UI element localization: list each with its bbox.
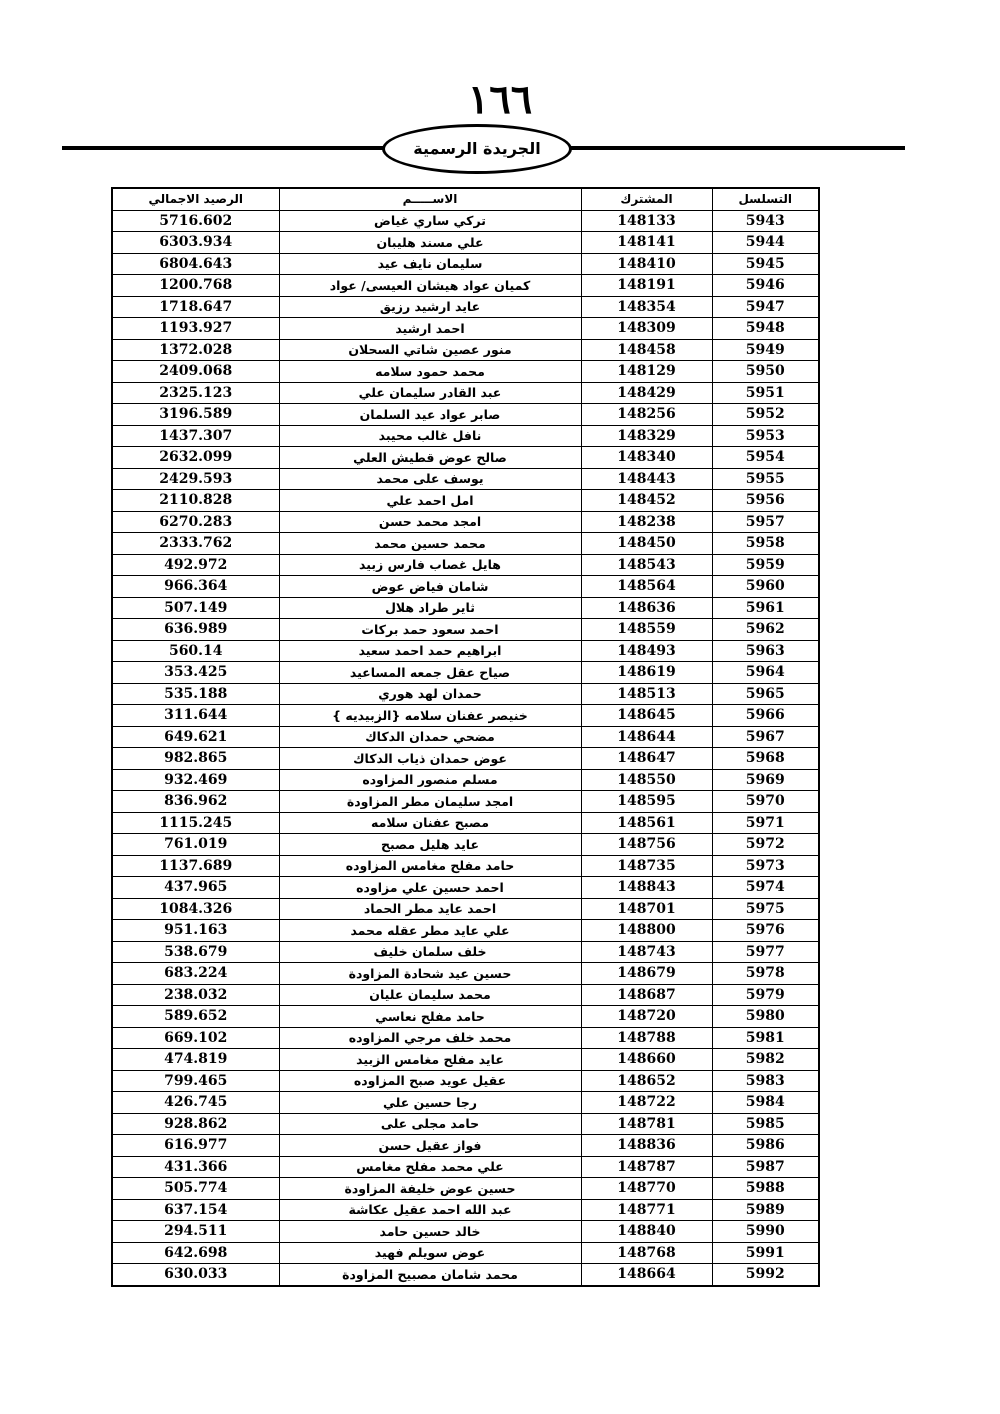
name-cell: حامد مفلح نعاسي — [279, 1006, 581, 1028]
table-row — [112, 1070, 819, 1092]
name-cell: عبد القادر سليمان علي — [279, 382, 581, 404]
serial-cell: 5978 — [712, 963, 819, 985]
name-cell: محمد شامان مصبيح المزاودة — [279, 1264, 581, 1286]
serial-cell: 5964 — [712, 662, 819, 684]
balance-cell: 1437.307 — [112, 425, 279, 447]
name-cell: مسلم منصور المزاوده — [279, 769, 581, 791]
serial-cell: 5945 — [712, 253, 819, 275]
balance-cell: 431.366 — [112, 1156, 279, 1178]
column-header-subscriber: المشترك — [581, 188, 712, 210]
balance-cell: 507.149 — [112, 597, 279, 619]
serial-cell: 5958 — [712, 533, 819, 555]
subscriber-cell: 148458 — [581, 339, 712, 361]
table-row — [112, 1199, 819, 1221]
table-row — [112, 662, 819, 684]
serial-cell: 5974 — [712, 877, 819, 899]
serial-cell: 5950 — [712, 361, 819, 383]
balance-cell: 649.621 — [112, 726, 279, 748]
subscriber-cell: 148652 — [581, 1070, 712, 1092]
name-cell: سليمان نايف عيد — [279, 253, 581, 275]
subscriber-cell: 148781 — [581, 1113, 712, 1135]
name-cell: امجد سليمان مطر المزاودة — [279, 791, 581, 813]
balance-cell: 538.679 — [112, 941, 279, 963]
subscriber-balance-table — [111, 187, 820, 1287]
subscriber-cell: 148133 — [581, 210, 712, 232]
serial-cell: 5976 — [712, 920, 819, 942]
subscriber-cell: 148843 — [581, 877, 712, 899]
subscriber-cell: 148410 — [581, 253, 712, 275]
serial-cell: 5944 — [712, 232, 819, 254]
balance-cell: 311.644 — [112, 705, 279, 727]
balance-cell: 474.819 — [112, 1049, 279, 1071]
table-row — [112, 296, 819, 318]
table-row — [112, 705, 819, 727]
serial-cell: 5983 — [712, 1070, 819, 1092]
table-row — [112, 490, 819, 512]
balance-cell: 3196.589 — [112, 404, 279, 426]
serial-cell: 5963 — [712, 640, 819, 662]
name-cell: فواز عقيل حسن — [279, 1135, 581, 1157]
balance-cell: 669.102 — [112, 1027, 279, 1049]
name-cell: خالد حسين حامد — [279, 1221, 581, 1243]
column-header-balance: الرصيد الاجمالي — [112, 188, 279, 210]
serial-cell: 5991 — [712, 1242, 819, 1264]
subscriber-cell: 148722 — [581, 1092, 712, 1114]
balance-cell: 5716.602 — [112, 210, 279, 232]
name-cell: منور عصين شاتي السحلان — [279, 339, 581, 361]
table-row — [112, 791, 819, 813]
balance-cell: 2429.593 — [112, 468, 279, 490]
name-cell: امجد محمد حسن — [279, 511, 581, 533]
name-cell: خلف سلمان خليف — [279, 941, 581, 963]
subscriber-cell: 148561 — [581, 812, 712, 834]
subscriber-cell: 148340 — [581, 447, 712, 469]
balance-cell: 966.364 — [112, 576, 279, 598]
name-cell: حمدان لهد هوري — [279, 683, 581, 705]
serial-cell: 5980 — [712, 1006, 819, 1028]
table-row — [112, 726, 819, 748]
table-row — [112, 619, 819, 641]
name-cell: حامد مفلح مغامس المزاوده — [279, 855, 581, 877]
serial-cell: 5952 — [712, 404, 819, 426]
table-header-row — [112, 188, 819, 210]
subscriber-cell: 148452 — [581, 490, 712, 512]
table-row — [112, 769, 819, 791]
name-cell: محمد حسين محمد — [279, 533, 581, 555]
table-row — [112, 576, 819, 598]
serial-cell: 5972 — [712, 834, 819, 856]
balance-cell: 6804.643 — [112, 253, 279, 275]
serial-cell: 5959 — [712, 554, 819, 576]
name-cell: خنيصر عفنان سلامه {الزبيديه } — [279, 705, 581, 727]
serial-cell: 5965 — [712, 683, 819, 705]
subscriber-cell: 148800 — [581, 920, 712, 942]
serial-cell: 5975 — [712, 898, 819, 920]
subscriber-cell: 148647 — [581, 748, 712, 770]
balance-cell: 616.977 — [112, 1135, 279, 1157]
table-row — [112, 1178, 819, 1200]
balance-cell: 6270.283 — [112, 511, 279, 533]
table-row — [112, 210, 819, 232]
name-cell: محمد حمود سلامه — [279, 361, 581, 383]
name-cell: عبد الله احمد عقيل عكاشة — [279, 1199, 581, 1221]
balance-cell: 636.989 — [112, 619, 279, 641]
subscriber-cell: 148559 — [581, 619, 712, 641]
balance-cell: 799.465 — [112, 1070, 279, 1092]
subscriber-cell: 148636 — [581, 597, 712, 619]
table-row — [112, 1027, 819, 1049]
name-cell: حسين عوض خليفة المزاودة — [279, 1178, 581, 1200]
table-body — [112, 210, 819, 1286]
balance-cell: 1372.028 — [112, 339, 279, 361]
serial-cell: 5943 — [712, 210, 819, 232]
table-row — [112, 963, 819, 985]
table-row — [112, 855, 819, 877]
balance-cell: 1137.689 — [112, 855, 279, 877]
table-row — [112, 597, 819, 619]
balance-cell: 683.224 — [112, 963, 279, 985]
serial-cell: 5986 — [712, 1135, 819, 1157]
balance-cell: 1115.245 — [112, 812, 279, 834]
balance-cell: 2409.068 — [112, 361, 279, 383]
table-row — [112, 1242, 819, 1264]
table-row — [112, 404, 819, 426]
balance-cell: 761.019 — [112, 834, 279, 856]
name-cell: محمد سليمان عليان — [279, 984, 581, 1006]
serial-cell: 5990 — [712, 1221, 819, 1243]
name-cell: عوض سويلم فهيد — [279, 1242, 581, 1264]
serial-cell: 5985 — [712, 1113, 819, 1135]
subscriber-cell: 148787 — [581, 1156, 712, 1178]
table-row — [112, 1006, 819, 1028]
serial-cell: 5970 — [712, 791, 819, 813]
subscriber-cell: 148513 — [581, 683, 712, 705]
subscriber-cell: 148644 — [581, 726, 712, 748]
serial-cell: 5961 — [712, 597, 819, 619]
table-row — [112, 533, 819, 555]
balance-cell: 1084.326 — [112, 898, 279, 920]
table-row — [112, 748, 819, 770]
table-row — [112, 1049, 819, 1071]
table-row — [112, 1135, 819, 1157]
table-row — [112, 984, 819, 1006]
subscriber-cell: 148450 — [581, 533, 712, 555]
page-number: ١٦٦ — [467, 76, 533, 123]
name-cell: يوسف على محمد — [279, 468, 581, 490]
serial-cell: 5948 — [712, 318, 819, 340]
table-row — [112, 361, 819, 383]
name-cell: مصبح عفنان سلامه — [279, 812, 581, 834]
balance-cell: 982.865 — [112, 748, 279, 770]
name-cell: احمد سعود حمد بركات — [279, 619, 581, 641]
serial-cell: 5984 — [712, 1092, 819, 1114]
balance-cell: 426.745 — [112, 1092, 279, 1114]
subscriber-cell: 148354 — [581, 296, 712, 318]
subscriber-cell: 148141 — [581, 232, 712, 254]
balance-cell: 353.425 — [112, 662, 279, 684]
subscriber-cell: 148309 — [581, 318, 712, 340]
subscriber-cell: 148836 — [581, 1135, 712, 1157]
table-row — [112, 941, 819, 963]
balance-cell: 589.652 — [112, 1006, 279, 1028]
name-cell: حسين عيد شحادة المزاودة — [279, 963, 581, 985]
name-cell: شامان فياض عوض — [279, 576, 581, 598]
name-cell: عايد هليل مصبح — [279, 834, 581, 856]
table-row — [112, 447, 819, 469]
publication-title-oval — [382, 124, 572, 174]
subscriber-cell: 148664 — [581, 1264, 712, 1286]
serial-cell: 5977 — [712, 941, 819, 963]
subscriber-cell: 148238 — [581, 511, 712, 533]
subscriber-cell: 148595 — [581, 791, 712, 813]
name-cell: صياح عقل جمعه المساعيد — [279, 662, 581, 684]
balance-cell: 932.469 — [112, 769, 279, 791]
subscriber-cell: 148543 — [581, 554, 712, 576]
serial-cell: 5969 — [712, 769, 819, 791]
subscriber-cell: 148645 — [581, 705, 712, 727]
balance-cell: 294.511 — [112, 1221, 279, 1243]
subscriber-cell: 148687 — [581, 984, 712, 1006]
subscriber-cell: 148256 — [581, 404, 712, 426]
subscriber-cell: 148564 — [581, 576, 712, 598]
balance-cell: 836.962 — [112, 791, 279, 813]
subscriber-cell: 148619 — [581, 662, 712, 684]
balance-cell: 637.154 — [112, 1199, 279, 1221]
name-cell: عقيل عويد صبح المزاوده — [279, 1070, 581, 1092]
balance-cell: 437.965 — [112, 877, 279, 899]
serial-cell: 5947 — [712, 296, 819, 318]
subscriber-cell: 148679 — [581, 963, 712, 985]
table-row — [112, 640, 819, 662]
serial-cell: 5962 — [712, 619, 819, 641]
name-cell: نافل غالب محيبد — [279, 425, 581, 447]
name-cell: صالح عوض قطيش العلي — [279, 447, 581, 469]
table-row — [112, 232, 819, 254]
serial-cell: 5949 — [712, 339, 819, 361]
serial-cell: 5954 — [712, 447, 819, 469]
subscriber-cell: 148191 — [581, 275, 712, 297]
name-cell: تركي ساري غياض — [279, 210, 581, 232]
subscriber-cell: 148660 — [581, 1049, 712, 1071]
serial-cell: 5946 — [712, 275, 819, 297]
table-row — [112, 1221, 819, 1243]
serial-cell: 5988 — [712, 1178, 819, 1200]
name-cell: علي عايد مطر عقله محمد — [279, 920, 581, 942]
name-cell: ابراهيم حمد احمد سعيد — [279, 640, 581, 662]
serial-cell: 5953 — [712, 425, 819, 447]
name-cell: محمد خلف مرجي المزاوده — [279, 1027, 581, 1049]
balance-cell: 2333.762 — [112, 533, 279, 555]
subscriber-cell: 148550 — [581, 769, 712, 791]
serial-cell: 5955 — [712, 468, 819, 490]
balance-cell: 630.033 — [112, 1264, 279, 1286]
serial-cell: 5966 — [712, 705, 819, 727]
subscriber-cell: 148771 — [581, 1199, 712, 1221]
column-header-name: الاســـــم — [279, 188, 581, 210]
balance-cell: 6303.934 — [112, 232, 279, 254]
table-row — [112, 812, 819, 834]
subscriber-cell: 148735 — [581, 855, 712, 877]
table-row — [112, 1264, 819, 1286]
table-row — [112, 1092, 819, 1114]
name-cell: كميان عواد هيشان العيسى/ عواد — [279, 275, 581, 297]
table-row — [112, 834, 819, 856]
table-row — [112, 554, 819, 576]
balance-cell: 642.698 — [112, 1242, 279, 1264]
balance-cell: 505.774 — [112, 1178, 279, 1200]
name-cell: هايل غصاب فارس زبيد — [279, 554, 581, 576]
name-cell: عايد مفلح مغامس الزبيد — [279, 1049, 581, 1071]
subscriber-cell: 148129 — [581, 361, 712, 383]
balance-cell: 492.972 — [112, 554, 279, 576]
serial-cell: 5956 — [712, 490, 819, 512]
subscriber-cell: 148756 — [581, 834, 712, 856]
table-row — [112, 1113, 819, 1135]
balance-cell: 2325.123 — [112, 382, 279, 404]
serial-cell: 5960 — [712, 576, 819, 598]
serial-cell: 5987 — [712, 1156, 819, 1178]
table-row — [112, 920, 819, 942]
serial-cell: 5951 — [712, 382, 819, 404]
serial-cell: 5967 — [712, 726, 819, 748]
table-row — [112, 382, 819, 404]
name-cell: علي مسند هليبان — [279, 232, 581, 254]
name-cell: حامد مجلى على — [279, 1113, 581, 1135]
subscriber-cell: 148770 — [581, 1178, 712, 1200]
serial-cell: 5989 — [712, 1199, 819, 1221]
serial-cell: 5981 — [712, 1027, 819, 1049]
table-row — [112, 275, 819, 297]
table-row — [112, 468, 819, 490]
serial-cell: 5982 — [712, 1049, 819, 1071]
subscriber-cell: 148743 — [581, 941, 712, 963]
subscriber-cell: 148493 — [581, 640, 712, 662]
serial-cell: 5957 — [712, 511, 819, 533]
table-row — [112, 683, 819, 705]
name-cell: مضحي حمدان الدكاك — [279, 726, 581, 748]
name-cell: عوض حمدان ذياب الدكاك — [279, 748, 581, 770]
serial-cell: 5973 — [712, 855, 819, 877]
table-row — [112, 898, 819, 920]
serial-cell: 5968 — [712, 748, 819, 770]
subscriber-cell: 148429 — [581, 382, 712, 404]
subscriber-cell: 148701 — [581, 898, 712, 920]
table-row — [112, 511, 819, 533]
subscriber-cell: 148720 — [581, 1006, 712, 1028]
balance-cell: 535.188 — [112, 683, 279, 705]
name-cell: علي محمد مفلح مغامس — [279, 1156, 581, 1178]
table-row — [112, 877, 819, 899]
publication-title: الجريدة الرسمية — [413, 139, 541, 158]
balance-cell: 951.163 — [112, 920, 279, 942]
balance-cell: 2632.099 — [112, 447, 279, 469]
table-row — [112, 1156, 819, 1178]
name-cell: صابر عواد عيد السلمان — [279, 404, 581, 426]
balance-cell: 1200.768 — [112, 275, 279, 297]
table-row — [112, 318, 819, 340]
subscriber-cell: 148329 — [581, 425, 712, 447]
serial-cell: 5979 — [712, 984, 819, 1006]
name-cell: رجا حسين علي — [279, 1092, 581, 1114]
balance-cell: 1718.647 — [112, 296, 279, 318]
column-header-serial: التسلسل — [712, 188, 819, 210]
subscriber-cell: 148788 — [581, 1027, 712, 1049]
name-cell: احمد عايد مطر الحماد — [279, 898, 581, 920]
table-row — [112, 425, 819, 447]
balance-cell: 928.862 — [112, 1113, 279, 1135]
balance-cell: 560.14 — [112, 640, 279, 662]
balance-cell: 238.032 — [112, 984, 279, 1006]
name-cell: احمد ارشيد — [279, 318, 581, 340]
balance-cell: 2110.828 — [112, 490, 279, 512]
name-cell: احمد حسين علي مزاوده — [279, 877, 581, 899]
name-cell: امل احمد علي — [279, 490, 581, 512]
subscriber-cell: 148840 — [581, 1221, 712, 1243]
subscriber-cell: 148768 — [581, 1242, 712, 1264]
serial-cell: 5971 — [712, 812, 819, 834]
serial-cell: 5992 — [712, 1264, 819, 1286]
table-row — [112, 339, 819, 361]
balance-cell: 1193.927 — [112, 318, 279, 340]
name-cell: عايد ارشيد رزيق — [279, 296, 581, 318]
subscriber-cell: 148443 — [581, 468, 712, 490]
table-row — [112, 253, 819, 275]
name-cell: ثاير طراد هلال — [279, 597, 581, 619]
